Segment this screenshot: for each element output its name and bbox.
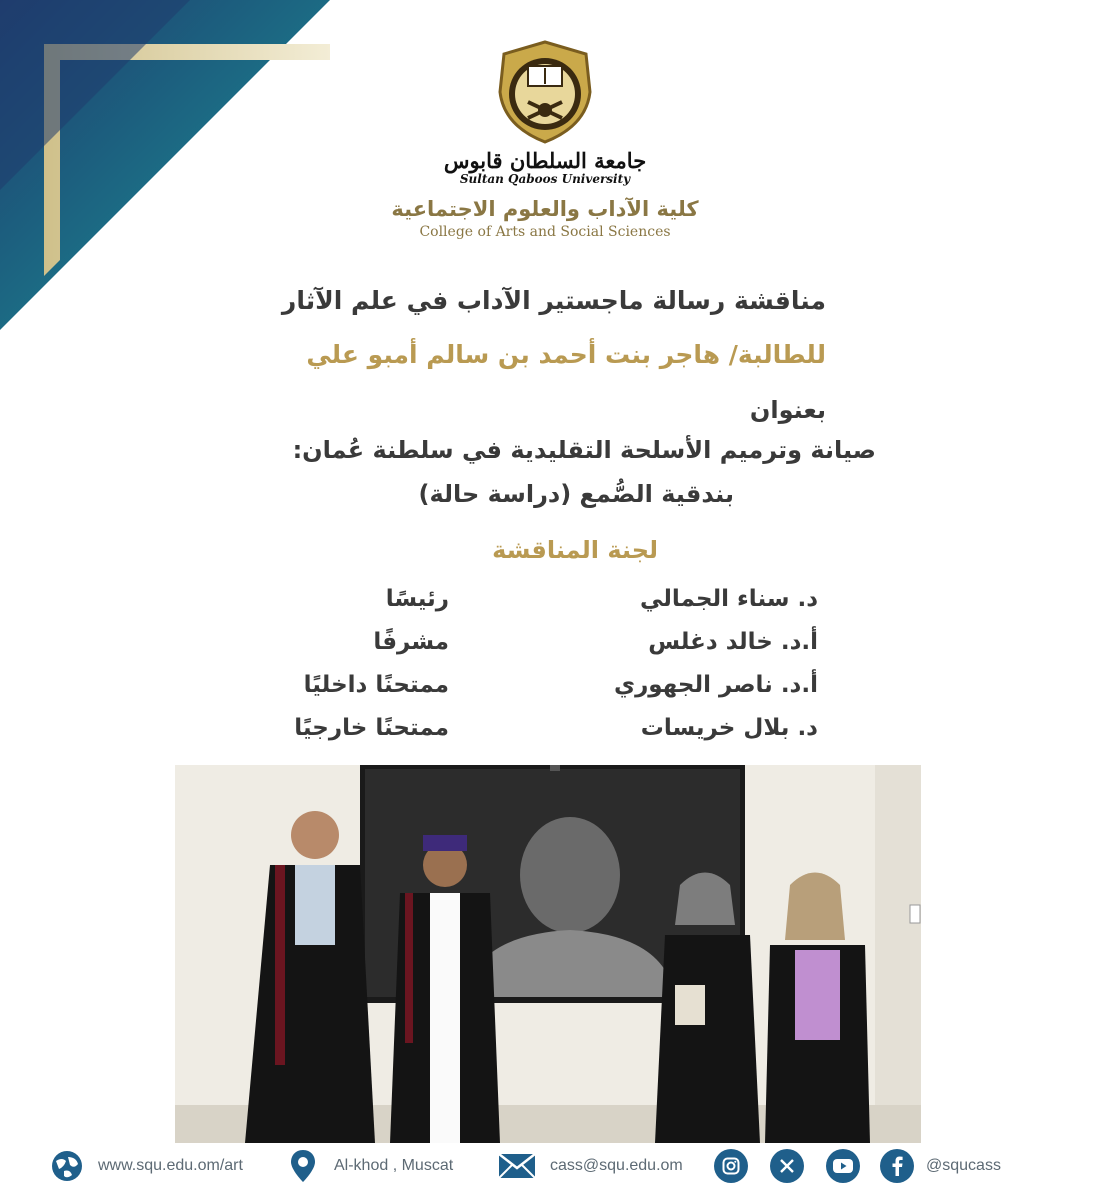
youtube-link[interactable] (826, 1148, 860, 1184)
committee-member-name: د. سناء الجمالي (639, 586, 818, 612)
group-photo (175, 765, 921, 1143)
instagram-icon (714, 1149, 748, 1183)
youtube-icon (826, 1149, 860, 1183)
email-link[interactable] (498, 1148, 683, 1184)
location-pin-icon (290, 1149, 316, 1183)
thesis-title-line-1: صيانة وترميم الأسلحة التقليدية في سلطنة عُمان: (292, 436, 876, 464)
footer-bar (0, 1148, 1094, 1188)
social-handle-text: @squcass (926, 1157, 1001, 1174)
student-name: للطالبة/ هاجر بنت أحمد بن سالم أمبو علي (306, 340, 826, 369)
instagram-link[interactable] (714, 1148, 748, 1184)
location-link[interactable] (290, 1148, 453, 1184)
x-link[interactable] (770, 1148, 804, 1184)
university-name-english: Sultan Qaboos University (459, 172, 631, 186)
location-text: Al-khod , Muscat (334, 1157, 454, 1174)
committee-member-name: د. بلال خريسات (640, 715, 818, 741)
email-text: cass@squ.edu.om (550, 1157, 683, 1174)
committee-member-role: ممتحنًا خارجيًا (294, 715, 449, 741)
defense-heading: مناقشة رسالة ماجستير الآداب في علم الآثار (281, 286, 826, 315)
university-logo-block (380, 40, 710, 242)
college-name-arabic: كلية الآداب والعلوم الاجتماعية (391, 197, 699, 221)
committee-member-role: رئيسًا (385, 586, 449, 612)
thesis-title-line-2: بندقية الصُّمع (دراسة حالة) (418, 480, 734, 508)
committee-member-name: أ.د. ناصر الجهوري (613, 672, 818, 698)
committee-member-name: أ.د. خالد دغلس (648, 629, 818, 655)
globe-icon (50, 1149, 84, 1183)
social-handle-link[interactable] (926, 1148, 1001, 1184)
mail-icon (498, 1152, 536, 1180)
website-link[interactable] (50, 1148, 243, 1184)
committee-member-role: مشرفًا (373, 629, 449, 655)
facebook-link[interactable] (880, 1148, 914, 1184)
x-icon (770, 1149, 804, 1183)
committee-heading: لجنة المناقشة (492, 536, 658, 564)
website-text: www.squ.edu.om/art (98, 1157, 243, 1174)
committee-member-role: ممتحنًا داخليًا (303, 672, 449, 698)
title-intro: بعنوان (749, 396, 826, 424)
college-name-english: College of Arts and Social Sciences (419, 224, 671, 240)
university-name-arabic: جامعة السلطان قابوس (443, 148, 647, 173)
university-seal-icon (494, 40, 596, 144)
facebook-icon (880, 1149, 914, 1183)
